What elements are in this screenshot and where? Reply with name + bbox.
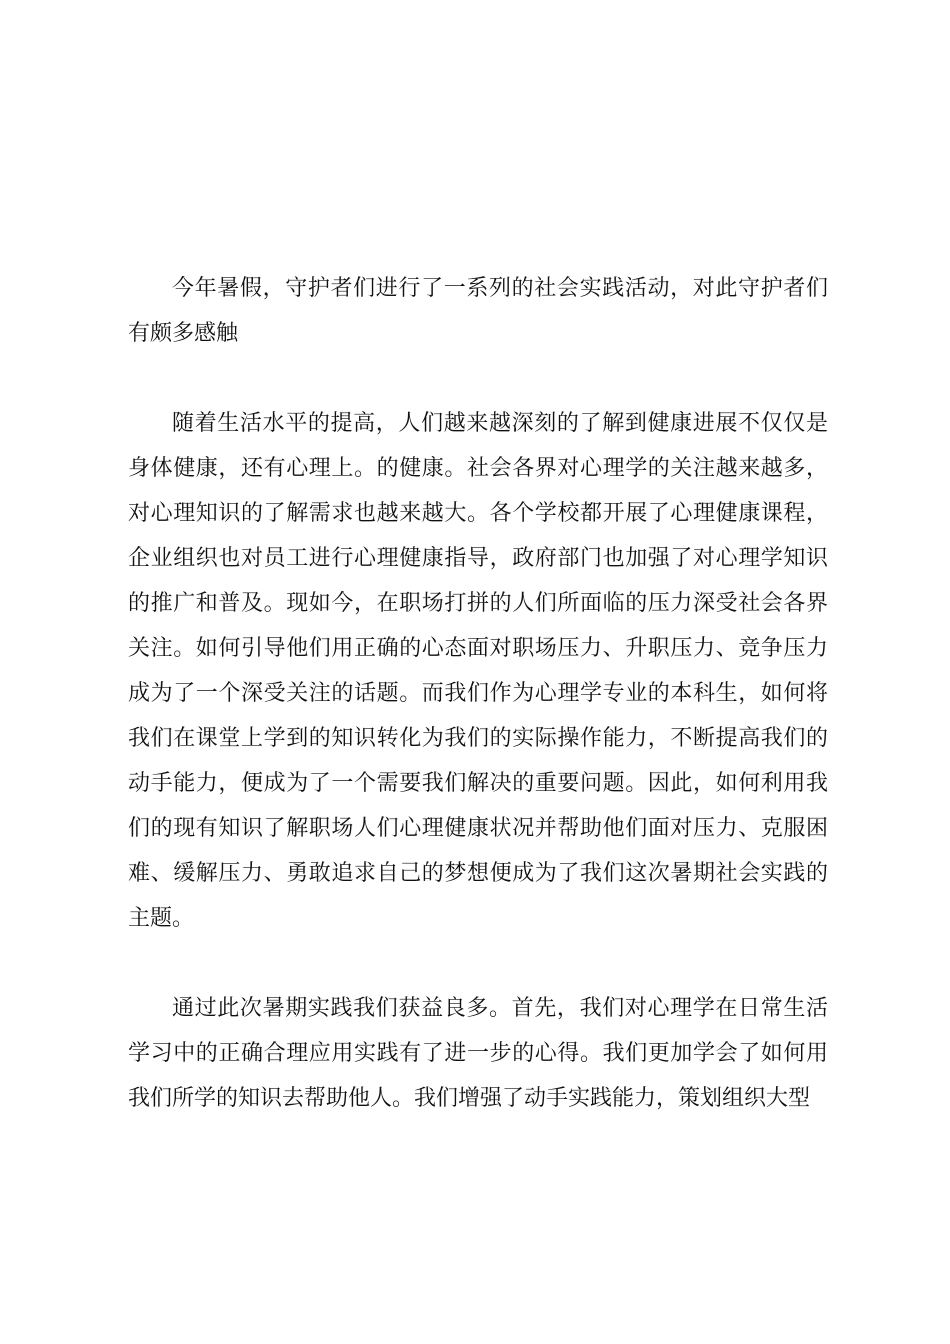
paragraph-intro: 今年暑假，守护者们进行了一系列的社会实践活动，对此守护者们有颇多感触 (128, 276, 828, 346)
paragraph-gains: 通过此次暑期实践我们获益良多。首先，我们对心理学在日常生活学习中的正确合理应用实践有了进一步的心得。我们更加学会了如何用我们所学的知识去帮助他人。我们增强了动手实践能力，策划组织大型 (128, 996, 828, 1111)
paragraph-background: 随着生活水平的提高，人们越来越深刻的了解到健康进展不仅仅是身体健康，还有心理上。的健康。社会各界对心理学的关注越来越多，对心理知识的了解需求也越来越大。各个学校都开展了心理健康课程，企业组织也对员工进行心理健康指导，政府部门也加强了对心理学知识的推广和普及。现如今，在职场打拼的人们所面临的压力深受社会各界关注。如何引导他们用正确的心态面对职场压力、升职压力、竞争压力成为了一个深受关注的话题。而我们作为心理学专业的本科生，如何将我们在课堂上学到的知识转化为我们的实际操作能力，不断提高我们的动手能力，便成为了一个需要我们解决的重要问题。因此，如何利用我们的现有知识了解职场人们心理健康状况并帮助他们面对压力、克服困难、缓解压力、勇敢追求自己的梦想便成为了我们这次暑期社会实践的主题。 (128, 411, 828, 931)
document-body (128, 266, 828, 1121)
